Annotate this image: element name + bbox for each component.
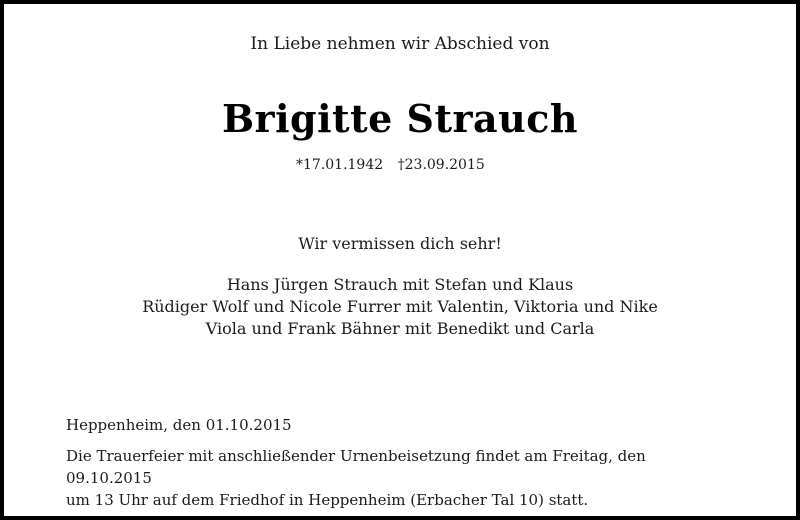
family-line: Viola und Frank Bähner mit Benedikt und Carla [205,319,595,338]
deceased-name: Brigitte Strauch [221,96,579,141]
family-line: Hans Jürgen Strauch mit Stefan und Klaus [226,275,574,294]
ceremony-line: Die Trauerfeier mit anschließender Urnenbeisetzung findet am Freitag, den 09.10.2015 [66,447,646,487]
family-list [4,274,796,340]
family-line: Rüdiger Wolf und Nicole Furrer mit Valentin, Viktoria und Nike [142,297,658,316]
ceremony-info [66,445,726,511]
death-date: †23.09.2015 [397,157,485,173]
birth-date: *17.01.1942 [296,157,384,173]
ceremony-line: um 13 Uhr auf dem Friedhof in Heppenheim (Erbacher Tal 10) statt. [66,491,589,509]
place-date: Heppenheim, den 01.10.2015 [66,416,292,434]
intro-text: In Liebe nehmen wir Abschied von [250,34,550,54]
farewell-line: Wir vermissen dich sehr! [298,234,502,253]
life-dates [296,157,495,173]
